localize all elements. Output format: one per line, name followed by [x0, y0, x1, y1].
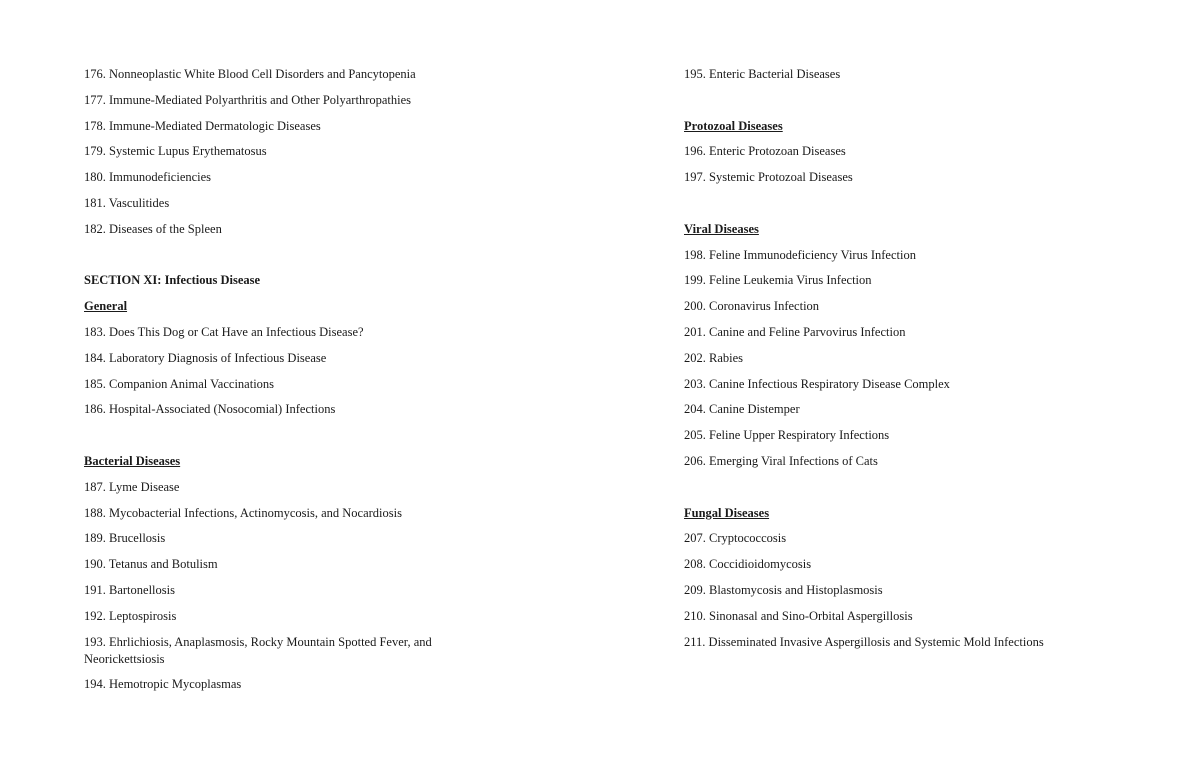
toc-entry: 208. Coccidioidomycosis [684, 557, 812, 572]
toc-entry: 183. Does This Dog or Cat Have an Infectious Disease? [84, 324, 364, 339]
section-title: SECTION XI: Infectious Disease [84, 273, 261, 288]
toc-entry: 205. Feline Upper Respiratory Infections [684, 428, 890, 443]
toc-entry: 210. Sinonasal and Sino-Orbital Aspergillosis [684, 608, 913, 623]
toc-entry: 211. Disseminated Invasive Aspergillosis and Systemic Mold Infections [684, 634, 1044, 649]
section-gap [84, 247, 464, 273]
toc-entry: 203. Canine Infectious Respiratory Disease Complex [684, 376, 950, 391]
toc-entry: 189. Brucellosis [84, 531, 166, 546]
toc-entry: 202. Rabies [684, 350, 744, 365]
toc-entry: 180. Immunodeficiencies [84, 170, 212, 185]
toc-entry: 177. Immune-Mediated Polyarthritis and Other Polyarthropathies [84, 92, 412, 107]
section-gap [684, 92, 1104, 118]
category-heading-general: General [84, 299, 128, 314]
toc-entry: 176. Nonneoplastic White Blood Cell Disorders and Pancytopenia [84, 67, 416, 81]
toc-entry: 184. Laboratory Diagnosis of Infectious Disease [84, 350, 327, 365]
toc-entry: 207. Cryptococcosis [684, 531, 787, 546]
section-gap [684, 479, 1104, 505]
toc-entry: 201. Canine and Feline Parvovirus Infection [684, 324, 906, 339]
category-heading-bacterial-diseases: Bacterial Diseases [84, 453, 181, 468]
toc-entry: 191. Bartonellosis [84, 582, 175, 597]
section-gap [84, 427, 464, 453]
toc-entry: 192. Leptospirosis [84, 608, 177, 623]
toc-entry: 182. Diseases of the Spleen [84, 221, 222, 236]
category-heading-fungal-diseases: Fungal Diseases [684, 505, 770, 520]
toc-entry: 199. Feline Leukemia Virus Infection [684, 273, 872, 288]
toc-entry: 179. Systemic Lupus Erythematosus [84, 144, 267, 159]
toc-left-column [84, 66, 464, 702]
toc-entry: 178. Immune-Mediated Dermatologic Diseases [84, 118, 321, 133]
toc-entry: 185. Companion Animal Vaccinations [84, 376, 275, 391]
category-heading-viral-diseases: Viral Diseases [684, 221, 759, 236]
section-gap [684, 195, 1104, 221]
toc-entry: 187. Lyme Disease [84, 479, 180, 494]
category-heading-protozoal-diseases: Protozoal Diseases [684, 118, 783, 133]
toc-entry: 197. Systemic Protozoal Diseases [684, 170, 853, 185]
toc-entry: 209. Blastomycosis and Histoplasmosis [684, 582, 883, 597]
toc-entry: 206. Emerging Viral Infections of Cats [684, 453, 878, 468]
toc-entry: 195. Enteric Bacterial Diseases [684, 67, 841, 81]
toc-entry: 198. Feline Immunodeficiency Virus Infection [684, 247, 916, 262]
toc-entry: 188. Mycobacterial Infections, Actinomycosis, and Nocardiosis [84, 505, 402, 520]
toc-entry: 200. Coronavirus Infection [684, 299, 820, 314]
toc-entry: 194. Hemotropic Mycoplasmas [84, 677, 242, 692]
toc-entry: 204. Canine Distemper [684, 402, 800, 417]
toc-entry: 181. Vasculitides [84, 195, 170, 210]
toc-entry: 196. Enteric Protozoan Diseases [684, 144, 846, 159]
toc-entry: 193. Ehrlichiosis, Anaplasmosis, Rocky Mountain Spotted Fever, and Neorickettsiosis [84, 634, 432, 666]
toc-entry: 186. Hospital-Associated (Nosocomial) Infections [84, 402, 336, 417]
toc-right-column [684, 66, 1104, 659]
toc-entry: 190. Tetanus and Botulism [84, 557, 218, 572]
